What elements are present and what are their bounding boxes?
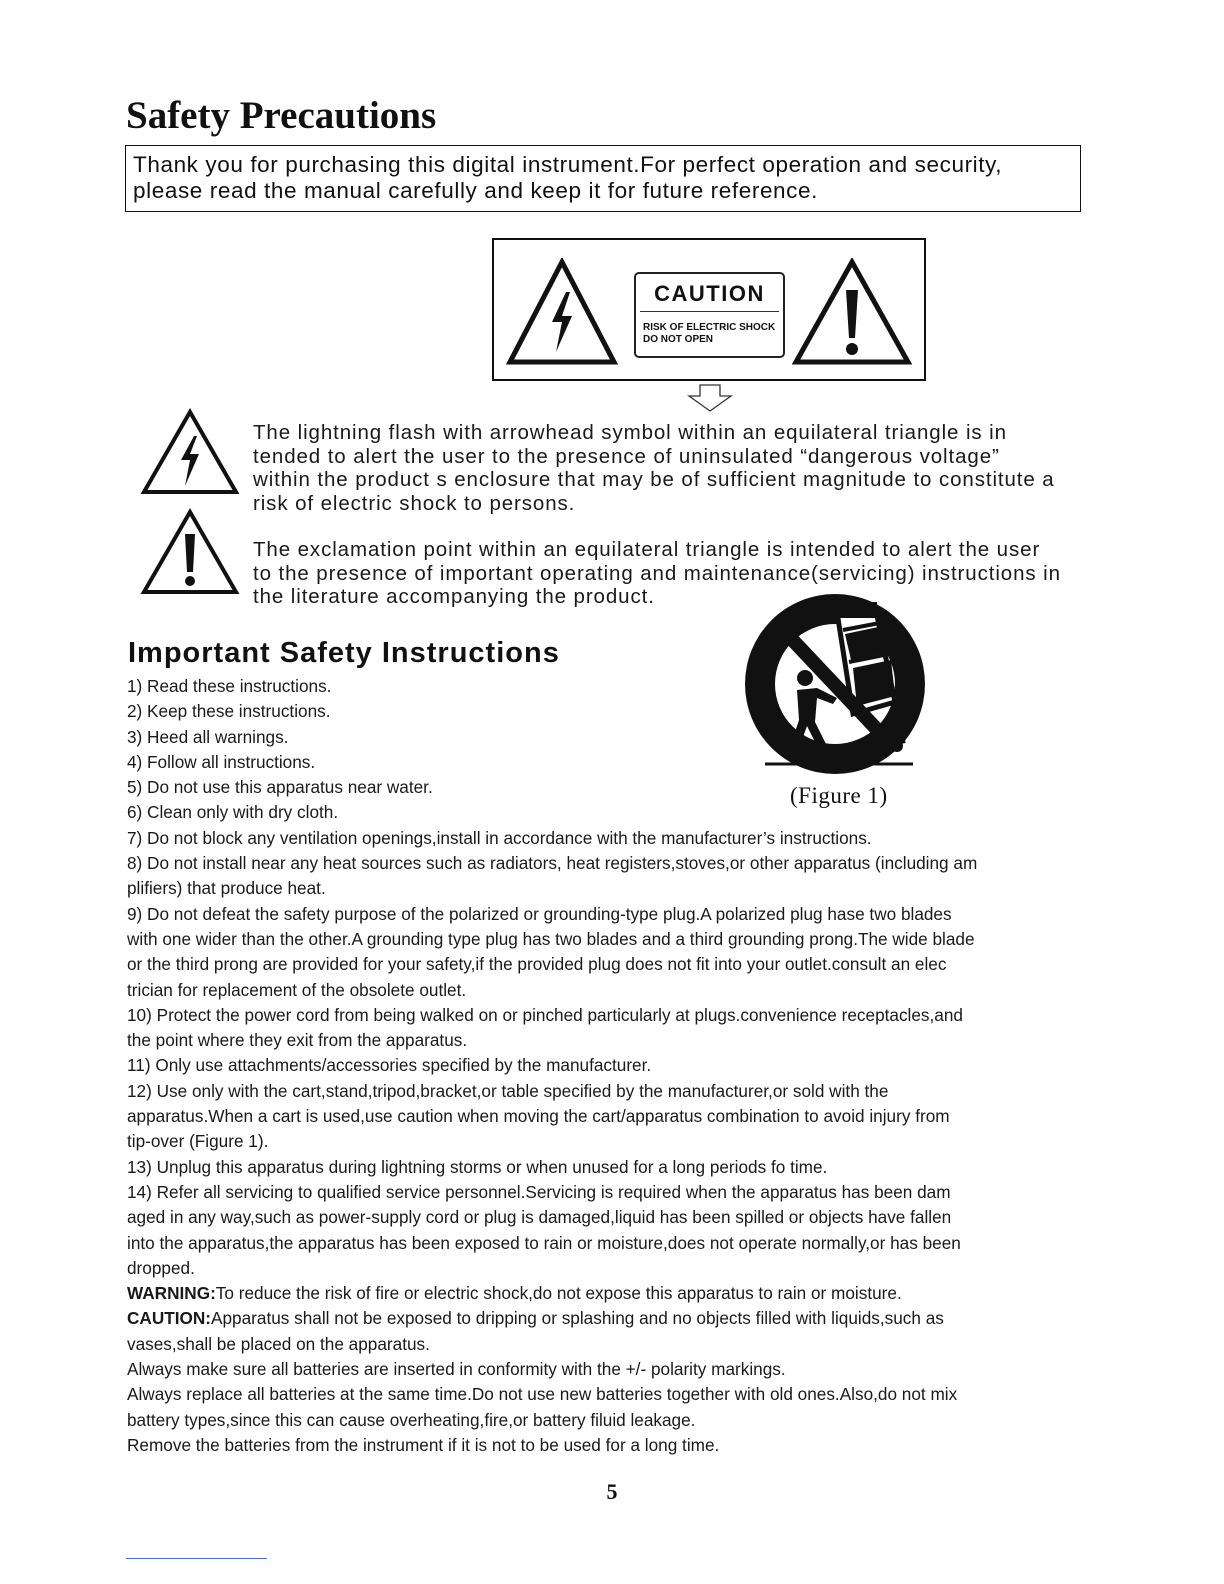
exclamation-triangle-icon (792, 258, 912, 366)
instruction-line: 9) Do not defeat the safety purpose of the polarized or grounding-type plug.A polarized plug hase two blades (127, 903, 952, 924)
instruction-line: apparatus.When a cart is used,use caution when moving the cart/apparatus combination to avoid injury from (127, 1106, 950, 1127)
battery-line: battery types,since this can cause overheating,fire,or battery filuid leakage. (127, 1409, 696, 1430)
instruction-line: trician for replacement of the obsolete outlet. (127, 979, 467, 1000)
lightning-triangle-icon (506, 258, 618, 366)
warning-line (127, 1281, 1087, 1306)
footer-divider (126, 1558, 267, 1559)
instruction-line: 5) Do not use this apparatus near water. (127, 777, 433, 798)
instruction-line: plifiers) that produce heat. (127, 878, 326, 899)
intro-line: Thank you for purchasing this digital instrument.For perfect operation and security, (133, 152, 1003, 177)
caution-label-line: DO NOT OPEN (643, 334, 714, 345)
instruction-line: 11) Only use attachments/accessories specified by the manufacturer. (127, 1055, 652, 1076)
caution-line: vases,shall be placed on the apparatus. (127, 1333, 430, 1354)
lightning-triangle-icon (140, 408, 240, 496)
instruction-line: 6) Clean only with dry cloth. (127, 802, 339, 823)
instruction-line: with one wider than the other.A grounding type plug has two blades and a third grounding prong.The wide blade (127, 928, 975, 949)
instruction-line: 2) Keep these instructions. (127, 701, 331, 722)
caution-label-divider (640, 311, 779, 312)
instructions-list (127, 674, 1087, 1458)
text-line: within the product s enclosure that may be of sufficient magnitude to constitute a (253, 468, 1055, 491)
intro-line: please read the manual carefully and keep it for future reference. (133, 178, 818, 203)
instruction-line: or the third prong are provided for your safety,if the provided plug does not fit into your outlet.consult an elec (127, 954, 947, 975)
battery-line: Always make sure all batteries are inserted in conformity with the +/- polarity markings. (127, 1359, 786, 1380)
exclamation-triangle-icon (140, 508, 240, 596)
instruction-line: 14) Refer all servicing to qualified service personnel.Servicing is required when the apparatus has been dam (127, 1181, 951, 1202)
figure-caption: (Figure 1) (790, 783, 888, 808)
caution-label (634, 272, 785, 358)
instruction-line: dropped. (127, 1257, 195, 1278)
warning-text: To reduce the risk of fire or electric shock,do not expose this apparatus to rain or moisture. (215, 1283, 902, 1304)
page-title: Safety Precautions (126, 94, 437, 137)
instruction-line: 1) Read these instructions. (127, 676, 332, 696)
instruction-line: the point where they exit from the apparatus. (127, 1030, 468, 1051)
caution-line (127, 1306, 1087, 1331)
instruction-line: 8) Do not install near any heat sources such as radiators, heat registers,stoves,or other apparatus (including am (127, 853, 978, 874)
lightning-symbol-description (253, 421, 1055, 515)
instruction-line: aged in any way,such as power-supply cord or plug is damaged,liquid has been spilled or objects have fallen (127, 1207, 952, 1228)
text-line: the literature accompanying the product. (253, 585, 655, 608)
exclamation-symbol-description (253, 538, 1061, 609)
text-line: The lightning flash with arrowhead symbol within an equilateral triangle is in (253, 421, 1007, 444)
caution-label-line: RISK OF ELECTRIC SHOCK (643, 322, 776, 333)
section-title: Important Safety Instructions (128, 637, 560, 669)
instruction-line: 3) Heed all warnings. (127, 726, 289, 747)
battery-line: Remove the batteries from the instrument if it is not to be used for a long time. (127, 1434, 720, 1455)
text-line: tended to alert the user to the presence of uninsulated “dangerous voltage” (253, 444, 1000, 468)
warning-label: WARNING: (127, 1283, 216, 1304)
page-number: 5 (606, 1479, 618, 1504)
caution-label-title: CAUTION (654, 281, 765, 306)
caution-label-warning (643, 322, 775, 346)
text-line: to the presence of important operating and maintenance(servicing) instructions in (253, 561, 1061, 585)
instruction-line: 4) Follow all instructions. (127, 751, 316, 772)
down-arrow-icon (687, 384, 733, 412)
instruction-line: 12) Use only with the cart,stand,tripod,bracket,or table specified by the manufacturer,or sold with the (127, 1080, 889, 1101)
caution-label: CAUTION: (127, 1308, 212, 1329)
instruction-line: 10) Protect the power cord from being walked on or pinched particularly at plugs.convenience receptacles,and (127, 1004, 963, 1025)
caution-panel (492, 238, 926, 381)
instruction-line: 13) Unplug this apparatus during lightning storms or when unused for a long periods fo time. (127, 1156, 828, 1177)
battery-line: Always replace all batteries at the same time.Do not use new batteries together with old ones.Also,do not mix (127, 1384, 958, 1405)
instruction-line: into the apparatus,the apparatus has been exposed to rain or moisture,does not operate normally,or has been (127, 1232, 961, 1253)
text-line: The exclamation point within an equilateral triangle is intended to alert the user (253, 538, 1041, 561)
caution-text: Apparatus shall not be exposed to dripping or splashing and no objects filled with liquids,such as (211, 1308, 944, 1329)
instruction-line: 7) Do not block any ventilation openings,install in accordance with the manufacturer’s instructions. (127, 827, 872, 848)
instruction-line: tip-over (Figure 1). (127, 1131, 269, 1152)
intro-box (125, 145, 1081, 212)
text-line: risk of electric shock to persons. (253, 491, 576, 515)
